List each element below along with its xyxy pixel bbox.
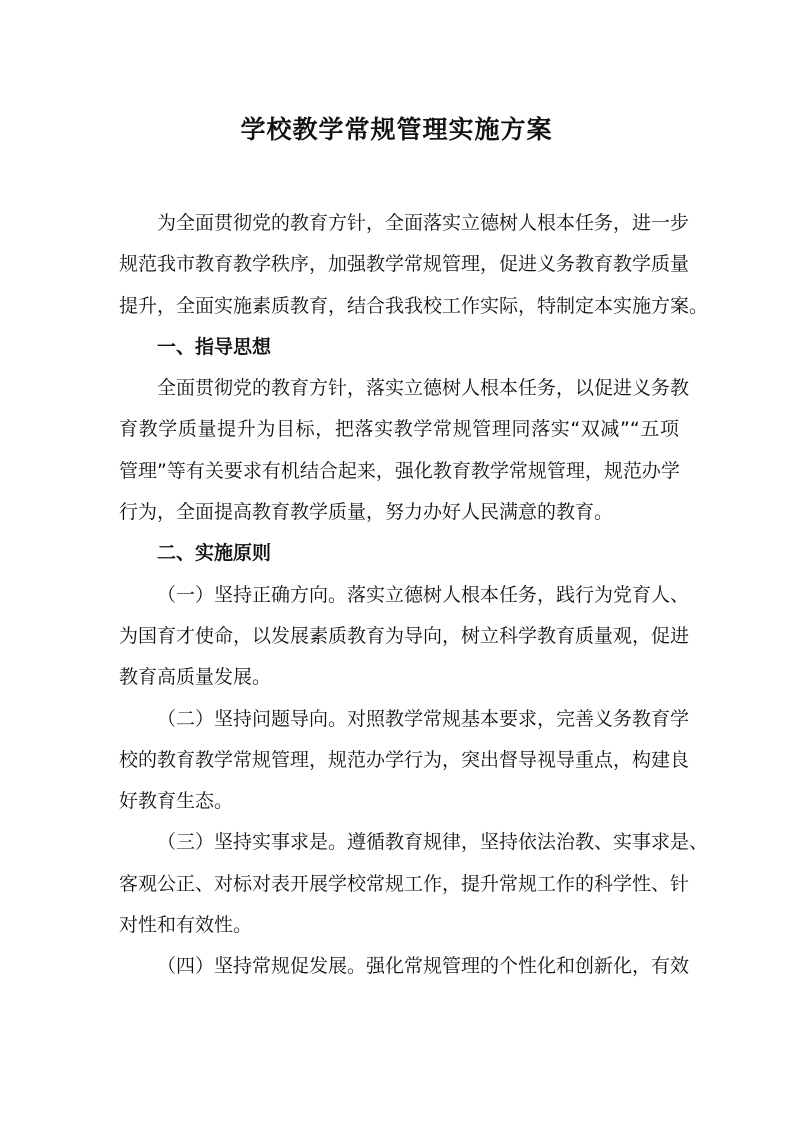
section-heading: 二、实施原则 xyxy=(157,542,272,565)
document-body xyxy=(119,203,709,988)
paragraph-line: 教育高质量发展。 xyxy=(119,666,272,689)
paragraph-line: 校的教育教学常规管理，规范办学行为，突出督导视导重点，构建良 xyxy=(119,748,690,771)
paragraph-line: 客观公正、对标对表开展学校常规工作，提升常规工作的科学性、针 xyxy=(119,872,690,895)
paragraph-line: 全面贯彻党的教育方针，落实立德树人根本任务，以促进义务教 xyxy=(157,377,690,400)
list-item-line: （四）坚持常规促发展。强化常规管理的个性化和创新化，有效 xyxy=(157,955,690,978)
paragraph-line: 好教育生态。 xyxy=(119,790,234,813)
paragraph-line: 管理”等有关要求有机结合起来，强化教育教学常规管理，规范办学 xyxy=(119,459,680,482)
paragraph-line: 提升，全面实施素质教育，结合我我校工作实际，特制定本实施方案。 xyxy=(119,294,709,317)
paragraph-line: 对性和有效性。 xyxy=(119,914,253,937)
paragraph-line: 规范我市教育教学秩序，加强教学常规管理，促进义务教育教学质量 xyxy=(119,253,690,276)
paragraph-line: 为国育才使命，以发展素质教育为导向，树立科学教育质量观，促进 xyxy=(119,624,690,647)
list-item-line: （一）坚持正确方向。落实立德树人根本任务，践行为党育人、 xyxy=(157,583,690,606)
paragraph-line: 行为，全面提高教育教学质量，努力办好人民满意的教育。 xyxy=(119,501,614,524)
section-heading: 一、指导思想 xyxy=(157,335,272,358)
paragraph-line: 为全面贯彻党的教育方针，全面落实立德树人根本任务，进一步 xyxy=(157,212,690,234)
document-title: 学校教学常规管理实施方案 xyxy=(240,115,553,144)
paragraph-line: 育教学质量提升为目标，把落实教学常规管理同落实“双减”“五项 xyxy=(119,418,679,441)
list-item-line: （二）坚持问题导向。对照教学常规基本要求，完善义务教育学 xyxy=(157,707,690,730)
list-item-line: （三）坚持实事求是。遵循教育规律，坚持依法治教、实事求是、 xyxy=(157,831,709,854)
